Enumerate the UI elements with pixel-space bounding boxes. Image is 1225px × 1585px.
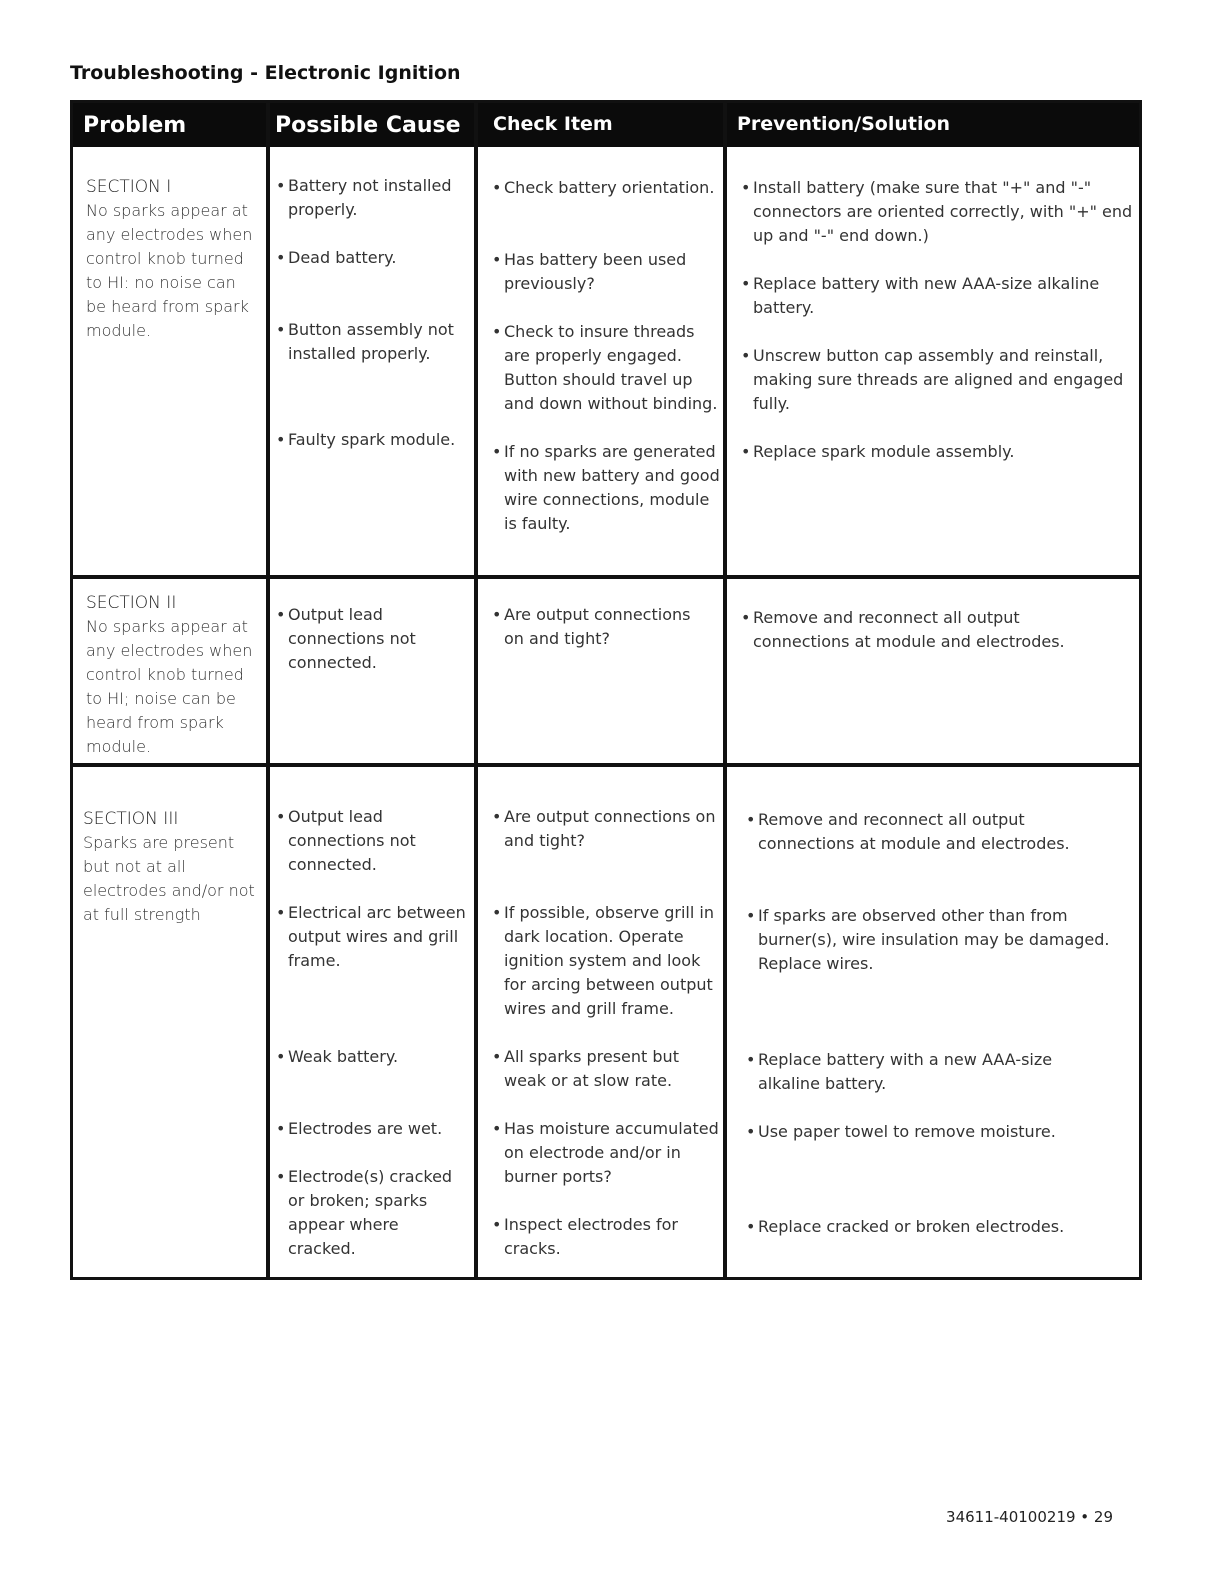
cause-item: • Electrodes are wet. — [276, 1119, 443, 1138]
cause-item: • Electrical arc between output wires and grill frame. — [276, 903, 466, 970]
solution-item: • Remove and reconnect all output connections at module and electrodes. — [746, 810, 1070, 853]
problem-description: No sparks appear at any electrodes when control knob turned to HI; noise can be heard from spark module. — [86, 617, 253, 756]
solution-item: • If sparks are observed other than from burner(s), wire insulation may be damaged. Replace wires. — [746, 906, 1110, 973]
section-1-problem-cell — [86, 175, 258, 343]
section-title: SECTION I — [86, 177, 172, 197]
section-title: SECTION II — [86, 593, 177, 613]
solution-item: • Replace cracked or broken electrodes. — [746, 1217, 1065, 1236]
column-divider — [474, 103, 478, 1277]
section-2-problem-cell — [86, 591, 258, 759]
check-item: • Are output connections on and tight? — [492, 807, 716, 850]
header-check-item: Check Item — [493, 113, 613, 135]
cause-item: • Faulty spark module. — [276, 430, 456, 449]
solution-item: • Replace battery with a new AAA-size alkaline battery. — [746, 1050, 1053, 1093]
check-item: • Check battery orientation. — [492, 178, 715, 197]
cause-item: • Output lead connections not connected. — [276, 605, 416, 672]
cause-item: • Button assembly not installed properly. — [276, 320, 454, 363]
solution-item: • Remove and reconnect all output connections at module and electrodes. — [741, 608, 1065, 651]
section-3-problem-cell — [83, 807, 258, 927]
header-possible-cause: Possible Cause — [275, 113, 461, 138]
solution-item: • Unscrew button cap assembly and reinstall, making sure threads are aligned and engaged fully. — [741, 346, 1124, 413]
row-divider — [73, 575, 1139, 579]
check-item: • Check to insure threads are properly engaged. Button should travel up and down without binding. — [492, 322, 718, 413]
problem-description: No sparks appear at any electrodes when control knob turned to HI: no noise can be heard from spark module. — [86, 201, 253, 340]
page-footer-number: 34611-40100219 • 29 — [946, 1508, 1113, 1526]
check-item: • Has moisture accumulated on electrode and/or in burner ports? — [492, 1119, 719, 1186]
cause-item: • Weak battery. — [276, 1047, 399, 1066]
header-problem: Problem — [83, 113, 187, 138]
solution-item: • Use paper towel to remove moisture. — [746, 1122, 1056, 1141]
cause-item: • Battery not installed properly. — [276, 176, 452, 219]
check-item: • Inspect electrodes for cracks. — [492, 1215, 678, 1258]
check-item: • If no sparks are generated with new battery and good wire connections, module is faulty. — [492, 442, 720, 533]
cause-item: • Dead battery. — [276, 248, 397, 267]
section-title: SECTION III — [83, 809, 179, 829]
check-item: • All sparks present but weak or at slow rate. — [492, 1047, 679, 1090]
check-item: • If possible, observe grill in dark location. Operate ignition system and look for arcing between output wires and grill frame. — [492, 903, 714, 1018]
solution-item: • Install battery (make sure that "+" and "-" connectors are oriented correctly, with "+" end up and "-" end down.) — [741, 178, 1133, 245]
check-item: • Has battery been used previously? — [492, 250, 687, 293]
column-divider — [266, 103, 270, 1277]
cause-item: • Output lead connections not connected. — [276, 807, 416, 874]
check-item: • Are output connections on and tight? — [492, 605, 691, 648]
column-divider — [723, 103, 727, 1277]
header-prevention-solution: Prevention/Solution — [737, 113, 951, 135]
row-divider — [73, 763, 1139, 767]
solution-item: • Replace battery with new AAA-size alkaline battery. — [741, 274, 1100, 317]
cause-item: • Electrode(s) cracked or broken; sparks appear where cracked. — [276, 1167, 453, 1258]
page-title: Troubleshooting - Electronic Ignition — [70, 62, 461, 84]
troubleshooting-table — [70, 100, 1142, 1280]
problem-description: Sparks are present but not at all electrodes and/or not at full strength — [83, 833, 255, 924]
solution-item: • Replace spark module assembly. — [741, 442, 1015, 461]
